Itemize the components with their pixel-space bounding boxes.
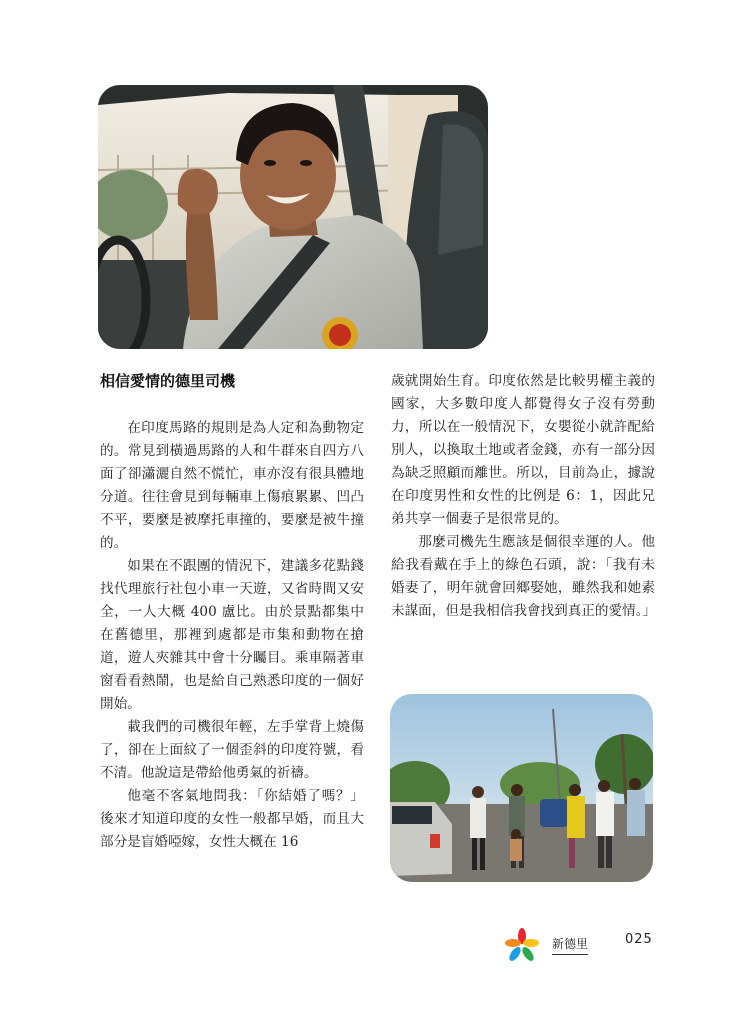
- paragraph: 如果在不跟團的情況下，建議多花點錢找代理旅行社包小車一天遊，又省時間又安全，一人大概 400 盧比。由於景點都集中在舊德里，那裡到處都是市集和動物在搶道，遊人夾雜其中會十分矚目。乘車隔著車窗看看熱鬧，也是給自己熟悉印度的一個好開始。: [100, 558, 364, 712]
- section-name: 新德里: [552, 937, 589, 951]
- paragraph-continued: 歲就開始生育。印度依然是比較男權主義的國家，大多數印度人都覺得女子沒有勞動力，所以在一般情況下，女嬰從小就許配給別人，以換取土地或者金錢，亦有一部分因為缺乏照顧而離世。所以，目前為止，據說在印度男性和女性的比例是 6：1，因此兄弟共享一個妻子是很常見的。: [391, 373, 655, 527]
- street-photo: [390, 694, 653, 882]
- flower-logo-icon: [505, 928, 539, 962]
- page-number: 025: [625, 932, 653, 947]
- driver-photo: [98, 85, 488, 349]
- paragraph: 載我們的司機很年輕，左手掌背上燒傷了，卻在上面紋了一個歪斜的印度符號，看不清。他說這是帶給他勇氣的祈禱。: [100, 719, 364, 781]
- paragraph: 在印度馬路的規則是為人定和為動物定的。常見到橫過馬路的人和牛群來自四方八面了卻瀟灑自然不慌忙，車亦沒有很具體地分道。往往會見到每輛車上傷痕累累、凹凸不平，要麼是被摩托車撞的，要麼是被牛撞的。: [100, 420, 364, 551]
- right-column: [391, 370, 655, 623]
- paragraph: 那麼司機先生應該是個很幸運的人。他給我看戴在手上的綠色石頭，說：「我有未婚妻了，明年就會回鄉娶她，雖然我和她素未謀面，但是我相信我會找到真正的愛情。」: [391, 534, 657, 619]
- article-title: 相信愛情的德里司機: [100, 372, 236, 390]
- left-column: [100, 417, 364, 854]
- paragraph: 他毫不客氣地問我：「你結婚了嗎？」後來才知道印度的女性一般都早婚，而且大部分是盲婚啞嫁，女性大概在 16: [100, 788, 364, 850]
